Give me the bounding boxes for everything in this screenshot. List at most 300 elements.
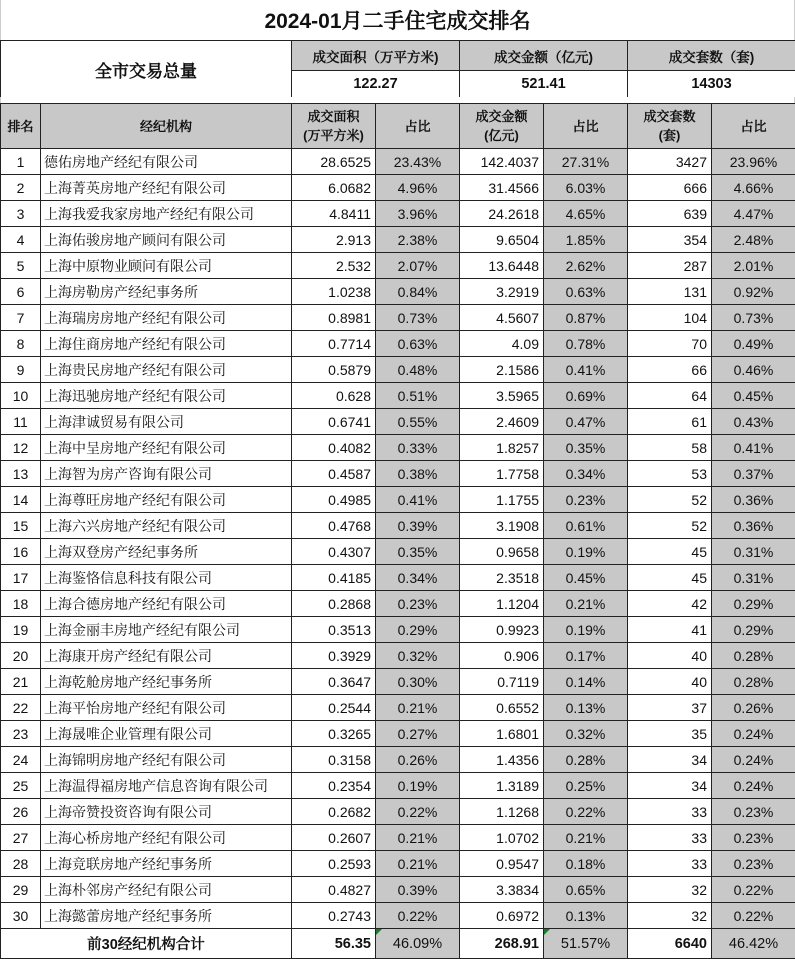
summary-header-amount[interactable]: 成交金额（亿元): [460, 41, 628, 71]
rank-cell[interactable]: 16: [1, 539, 41, 565]
table-row: [1, 695, 795, 721]
area-cell[interactable]: 2.532: [292, 253, 376, 279]
total-amount[interactable]: 268.91: [460, 929, 544, 959]
agency-cell[interactable]: 上海锦明房地产经纪有限公司: [41, 747, 292, 773]
table-row: [1, 227, 795, 253]
header-amount-line1: 成交金额: [475, 109, 527, 124]
summary-header-area[interactable]: 成交面积（万平方米): [292, 41, 460, 71]
agency-cell[interactable]: 上海尊旺房地产经纪有限公司: [41, 487, 292, 513]
area-pct-cell[interactable]: 0.27%: [376, 721, 460, 747]
rank-cell[interactable]: 25: [1, 773, 41, 799]
amount-cell[interactable]: 2.4609: [460, 409, 544, 435]
header-units-line2: (套): [659, 128, 681, 143]
amount-pct-cell[interactable]: 4.65%: [544, 201, 628, 227]
amount-cell[interactable]: 1.1755: [460, 487, 544, 513]
table-row: [1, 461, 795, 487]
area-cell[interactable]: 0.2354: [292, 773, 376, 799]
units-cell[interactable]: 35: [628, 721, 712, 747]
header-rank[interactable]: 排名: [1, 104, 41, 149]
amount-pct-cell[interactable]: 0.22%: [544, 799, 628, 825]
amount-cell[interactable]: 3.5965: [460, 383, 544, 409]
rank-cell[interactable]: 6: [1, 279, 41, 305]
units-pct-cell[interactable]: 0.23%: [712, 825, 795, 851]
agency-cell[interactable]: 上海朴邻房产经纪有限公司: [41, 877, 292, 903]
units-cell[interactable]: 40: [628, 669, 712, 695]
area-cell[interactable]: 28.6525: [292, 149, 376, 175]
agency-cell[interactable]: 上海迅驰房地产经纪有限公司: [41, 383, 292, 409]
units-cell[interactable]: 45: [628, 539, 712, 565]
agency-cell[interactable]: 上海平怡房地产经纪有限公司: [41, 695, 292, 721]
area-pct-cell[interactable]: 0.23%: [376, 591, 460, 617]
table-row: [1, 253, 795, 279]
table-row: [1, 331, 795, 357]
amount-cell[interactable]: 3.1908: [460, 513, 544, 539]
area-pct-cell[interactable]: 23.43%: [376, 149, 460, 175]
units-pct-cell[interactable]: 0.29%: [712, 591, 795, 617]
amount-pct-cell[interactable]: 0.34%: [544, 461, 628, 487]
units-cell[interactable]: 41: [628, 617, 712, 643]
agency-cell[interactable]: 上海菁英房地产经纪有限公司: [41, 175, 292, 201]
units-cell[interactable]: 131: [628, 279, 712, 305]
area-pct-cell[interactable]: 0.48%: [376, 357, 460, 383]
agency-cell[interactable]: 上海乾舱房地产经纪事务所: [41, 669, 292, 695]
amount-pct-cell[interactable]: 0.25%: [544, 773, 628, 799]
units-pct-cell[interactable]: 0.22%: [712, 903, 795, 929]
units-cell[interactable]: 52: [628, 487, 712, 513]
agency-cell[interactable]: 上海六兴房地产经纪有限公司: [41, 513, 292, 539]
amount-pct-cell[interactable]: 0.63%: [544, 279, 628, 305]
agency-cell[interactable]: 上海合德房地产经纪有限公司: [41, 591, 292, 617]
area-cell[interactable]: 4.8411: [292, 201, 376, 227]
table-row: [1, 643, 795, 669]
amount-pct-cell[interactable]: 0.19%: [544, 539, 628, 565]
amount-cell[interactable]: 3.2919: [460, 279, 544, 305]
units-pct-cell[interactable]: 0.46%: [712, 357, 795, 383]
units-cell[interactable]: 61: [628, 409, 712, 435]
rank-cell[interactable]: 3: [1, 201, 41, 227]
amount-cell[interactable]: 2.1586: [460, 357, 544, 383]
units-pct-cell[interactable]: 0.22%: [712, 877, 795, 903]
units-cell[interactable]: 33: [628, 851, 712, 877]
rank-cell[interactable]: 8: [1, 331, 41, 357]
area-cell[interactable]: 6.0682: [292, 175, 376, 201]
header-amount[interactable]: [460, 104, 544, 149]
amount-cell[interactable]: 1.1204: [460, 591, 544, 617]
rank-cell[interactable]: 23: [1, 721, 41, 747]
amount-cell[interactable]: 0.9547: [460, 851, 544, 877]
amount-cell[interactable]: 1.1268: [460, 799, 544, 825]
agency-cell[interactable]: 上海金丽丰房地产经纪有限公司: [41, 617, 292, 643]
agency-cell[interactable]: 上海智为房产咨询有限公司: [41, 461, 292, 487]
error-marker-icon: [544, 929, 550, 935]
units-cell[interactable]: 666: [628, 175, 712, 201]
units-cell[interactable]: 354: [628, 227, 712, 253]
agency-cell[interactable]: 上海瑞房房地产经纪有限公司: [41, 305, 292, 331]
units-pct-cell[interactable]: 0.28%: [712, 643, 795, 669]
total-label[interactable]: 前30经纪机构合计: [1, 929, 292, 959]
amount-pct-cell[interactable]: 0.14%: [544, 669, 628, 695]
agency-cell[interactable]: 上海康开房产经纪有限公司: [41, 643, 292, 669]
units-cell[interactable]: 104: [628, 305, 712, 331]
units-cell[interactable]: 40: [628, 643, 712, 669]
amount-cell[interactable]: 9.6504: [460, 227, 544, 253]
area-pct-cell[interactable]: 0.73%: [376, 305, 460, 331]
units-pct-cell[interactable]: 0.43%: [712, 409, 795, 435]
area-cell[interactable]: 0.4082: [292, 435, 376, 461]
header-area-line2: (万平方米): [303, 128, 364, 143]
amount-cell[interactable]: 2.3518: [460, 565, 544, 591]
agency-cell[interactable]: 上海贵民房地产经纪有限公司: [41, 357, 292, 383]
area-cell[interactable]: 0.2868: [292, 591, 376, 617]
area-cell[interactable]: 1.0238: [292, 279, 376, 305]
units-cell[interactable]: 58: [628, 435, 712, 461]
amount-pct-cell[interactable]: 0.69%: [544, 383, 628, 409]
agency-cell[interactable]: 上海懿蕾房地产经纪事务所: [41, 903, 292, 929]
units-cell[interactable]: 33: [628, 825, 712, 851]
units-pct-cell[interactable]: 0.24%: [712, 747, 795, 773]
rank-cell[interactable]: 12: [1, 435, 41, 461]
area-cell[interactable]: 0.2593: [292, 851, 376, 877]
units-cell[interactable]: 33: [628, 799, 712, 825]
units-pct-cell[interactable]: 0.49%: [712, 331, 795, 357]
table-body: [1, 149, 795, 929]
table-row: [1, 565, 795, 591]
rank-cell[interactable]: 26: [1, 799, 41, 825]
area-cell[interactable]: 0.3158: [292, 747, 376, 773]
page-title[interactable]: 2024-01月二手住宅成交排名: [1, 0, 795, 40]
units-pct-cell[interactable]: 0.28%: [712, 669, 795, 695]
rank-cell[interactable]: 2: [1, 175, 41, 201]
units-pct-cell[interactable]: 0.73%: [712, 305, 795, 331]
total-area-pct[interactable]: [376, 929, 460, 959]
units-pct-cell[interactable]: 0.24%: [712, 721, 795, 747]
amount-pct-cell[interactable]: 0.18%: [544, 851, 628, 877]
amount-pct-cell[interactable]: 2.62%: [544, 253, 628, 279]
area-pct-cell[interactable]: 0.51%: [376, 383, 460, 409]
units-cell[interactable]: 34: [628, 773, 712, 799]
amount-cell[interactable]: 1.4356: [460, 747, 544, 773]
header-agency[interactable]: 经纪机构: [41, 104, 292, 149]
area-cell[interactable]: 0.5879: [292, 357, 376, 383]
units-pct-cell[interactable]: 0.36%: [712, 513, 795, 539]
area-pct-cell[interactable]: 0.29%: [376, 617, 460, 643]
units-pct-cell[interactable]: 0.41%: [712, 435, 795, 461]
rank-cell[interactable]: 11: [1, 409, 41, 435]
area-cell[interactable]: 0.3513: [292, 617, 376, 643]
rank-cell[interactable]: 20: [1, 643, 41, 669]
units-cell[interactable]: 3427: [628, 149, 712, 175]
amount-cell[interactable]: 0.6552: [460, 695, 544, 721]
area-cell[interactable]: 0.8981: [292, 305, 376, 331]
summary-value-units[interactable]: 14303: [628, 71, 795, 98]
units-cell[interactable]: 42: [628, 591, 712, 617]
rank-cell[interactable]: 29: [1, 877, 41, 903]
amount-cell[interactable]: 1.3189: [460, 773, 544, 799]
amount-cell[interactable]: 1.7758: [460, 461, 544, 487]
table-row: [1, 539, 795, 565]
area-pct-cell[interactable]: 0.30%: [376, 669, 460, 695]
amount-pct-cell[interactable]: 0.61%: [544, 513, 628, 539]
area-cell[interactable]: 0.3929: [292, 643, 376, 669]
area-cell[interactable]: 2.913: [292, 227, 376, 253]
amount-cell[interactable]: 0.906: [460, 643, 544, 669]
area-pct-cell[interactable]: 0.55%: [376, 409, 460, 435]
amount-pct-cell[interactable]: 0.21%: [544, 825, 628, 851]
units-cell[interactable]: 287: [628, 253, 712, 279]
area-pct-cell[interactable]: 0.34%: [376, 565, 460, 591]
area-cell[interactable]: 0.7714: [292, 331, 376, 357]
units-pct-cell[interactable]: 23.96%: [712, 149, 795, 175]
amount-cell[interactable]: 0.9923: [460, 617, 544, 643]
table-row: [1, 851, 795, 877]
agency-cell[interactable]: 上海我爱我家房地产经纪有限公司: [41, 201, 292, 227]
units-cell[interactable]: 45: [628, 565, 712, 591]
table-row: [1, 903, 795, 929]
header-amount-pct[interactable]: 占比: [544, 104, 628, 149]
area-pct-cell[interactable]: 0.33%: [376, 435, 460, 461]
area-pct-cell[interactable]: 0.26%: [376, 747, 460, 773]
units-cell[interactable]: 64: [628, 383, 712, 409]
total-units[interactable]: 6640: [628, 929, 712, 959]
units-pct-cell[interactable]: 2.48%: [712, 227, 795, 253]
amount-cell[interactable]: 3.3834: [460, 877, 544, 903]
amount-cell[interactable]: 24.2618: [460, 201, 544, 227]
area-cell[interactable]: 0.3265: [292, 721, 376, 747]
amount-pct-cell[interactable]: 0.13%: [544, 695, 628, 721]
agency-cell[interactable]: 上海温得福房地产信息咨询有限公司: [41, 773, 292, 799]
table-row: [1, 149, 795, 175]
area-pct-cell[interactable]: 2.38%: [376, 227, 460, 253]
rank-cell[interactable]: 9: [1, 357, 41, 383]
units-pct-cell[interactable]: 0.45%: [712, 383, 795, 409]
total-amount-pct-value: 51.57%: [561, 936, 610, 952]
units-cell[interactable]: 52: [628, 513, 712, 539]
amount-cell[interactable]: 0.7119: [460, 669, 544, 695]
area-pct-cell[interactable]: 0.63%: [376, 331, 460, 357]
rank-cell[interactable]: 4: [1, 227, 41, 253]
amount-pct-cell[interactable]: 0.78%: [544, 331, 628, 357]
table-row: [1, 669, 795, 695]
units-pct-cell[interactable]: 2.01%: [712, 253, 795, 279]
rank-cell[interactable]: 5: [1, 253, 41, 279]
city-summary-table: [0, 40, 795, 98]
area-cell[interactable]: 0.4587: [292, 461, 376, 487]
units-pct-cell[interactable]: 0.36%: [712, 487, 795, 513]
rank-cell[interactable]: 14: [1, 487, 41, 513]
area-pct-cell[interactable]: 0.41%: [376, 487, 460, 513]
amount-pct-cell[interactable]: 0.35%: [544, 435, 628, 461]
summary-header-units[interactable]: 成交套数（套): [628, 41, 795, 71]
agency-cell[interactable]: 上海双登房产经纪事务所: [41, 539, 292, 565]
header-units-line1: 成交套数: [643, 109, 695, 124]
area-pct-cell[interactable]: 2.07%: [376, 253, 460, 279]
amount-pct-cell[interactable]: 0.47%: [544, 409, 628, 435]
units-pct-cell[interactable]: 0.31%: [712, 565, 795, 591]
table-row: [1, 201, 795, 227]
amount-pct-cell[interactable]: 0.45%: [544, 565, 628, 591]
area-pct-cell[interactable]: 4.96%: [376, 175, 460, 201]
agency-cell[interactable]: 上海竞联房地产经纪事务所: [41, 851, 292, 877]
units-pct-cell[interactable]: 0.23%: [712, 799, 795, 825]
amount-pct-cell[interactable]: 0.87%: [544, 305, 628, 331]
agency-cell[interactable]: 上海鉴恪信息科技有限公司: [41, 565, 292, 591]
units-pct-cell[interactable]: 0.24%: [712, 773, 795, 799]
summary-value-area[interactable]: 122.27: [292, 71, 460, 98]
amount-cell[interactable]: 0.6972: [460, 903, 544, 929]
units-pct-cell[interactable]: 0.31%: [712, 539, 795, 565]
area-cell[interactable]: 0.3647: [292, 669, 376, 695]
table-row: [1, 747, 795, 773]
area-cell[interactable]: 0.2544: [292, 695, 376, 721]
header-amount-line2: (亿元): [484, 128, 519, 143]
rank-cell[interactable]: 1: [1, 149, 41, 175]
agency-cell[interactable]: 上海中原物业顾问有限公司: [41, 253, 292, 279]
amount-pct-cell[interactable]: 0.19%: [544, 617, 628, 643]
title-table: [0, 0, 795, 41]
units-pct-cell[interactable]: 0.26%: [712, 695, 795, 721]
amount-cell[interactable]: 31.4566: [460, 175, 544, 201]
area-cell[interactable]: 0.4827: [292, 877, 376, 903]
area-cell[interactable]: 0.2607: [292, 825, 376, 851]
area-cell[interactable]: 0.2682: [292, 799, 376, 825]
amount-cell[interactable]: 4.09: [460, 331, 544, 357]
amount-pct-cell[interactable]: 0.17%: [544, 643, 628, 669]
area-cell[interactable]: 0.4768: [292, 513, 376, 539]
agency-cell[interactable]: 上海津诚贸易有限公司: [41, 409, 292, 435]
rank-cell[interactable]: 21: [1, 669, 41, 695]
units-cell[interactable]: 53: [628, 461, 712, 487]
amount-pct-cell[interactable]: 1.85%: [544, 227, 628, 253]
rank-cell[interactable]: 10: [1, 383, 41, 409]
amount-pct-cell[interactable]: 0.32%: [544, 721, 628, 747]
area-cell[interactable]: 0.4307: [292, 539, 376, 565]
area-pct-cell[interactable]: 0.22%: [376, 799, 460, 825]
header-area-line1: 成交面积: [307, 109, 359, 124]
agency-cell[interactable]: 上海佑骏房地产顾问有限公司: [41, 227, 292, 253]
amount-cell[interactable]: 13.6448: [460, 253, 544, 279]
table-row: [1, 357, 795, 383]
rank-cell[interactable]: 7: [1, 305, 41, 331]
units-cell[interactable]: 70: [628, 331, 712, 357]
units-cell[interactable]: 639: [628, 201, 712, 227]
rank-cell[interactable]: 15: [1, 513, 41, 539]
units-pct-cell[interactable]: 0.92%: [712, 279, 795, 305]
amount-cell[interactable]: 4.5607: [460, 305, 544, 331]
amount-pct-cell[interactable]: 0.41%: [544, 357, 628, 383]
table-row: [1, 175, 795, 201]
units-cell[interactable]: 32: [628, 877, 712, 903]
units-cell[interactable]: 34: [628, 747, 712, 773]
amount-pct-cell[interactable]: 27.31%: [544, 149, 628, 175]
summary-value-amount[interactable]: 521.41: [460, 71, 628, 98]
units-pct-cell[interactable]: 0.37%: [712, 461, 795, 487]
rank-cell[interactable]: 18: [1, 591, 41, 617]
total-units-pct[interactable]: 46.42%: [712, 929, 795, 959]
area-pct-cell[interactable]: 0.39%: [376, 877, 460, 903]
table-row: [1, 383, 795, 409]
area-cell[interactable]: 0.4185: [292, 565, 376, 591]
units-cell[interactable]: 66: [628, 357, 712, 383]
header-area[interactable]: [292, 104, 376, 149]
area-cell[interactable]: 0.6741: [292, 409, 376, 435]
area-cell[interactable]: 0.4985: [292, 487, 376, 513]
area-pct-cell[interactable]: 0.39%: [376, 513, 460, 539]
units-pct-cell[interactable]: 0.29%: [712, 617, 795, 643]
area-pct-cell[interactable]: 0.38%: [376, 461, 460, 487]
agency-cell[interactable]: 德佑房地产经纪有限公司: [41, 149, 292, 175]
rank-cell[interactable]: 22: [1, 695, 41, 721]
amount-cell[interactable]: 0.9658: [460, 539, 544, 565]
amount-cell[interactable]: 1.0702: [460, 825, 544, 851]
agency-cell[interactable]: 上海住商房地产经纪有限公司: [41, 331, 292, 357]
rank-cell[interactable]: 28: [1, 851, 41, 877]
amount-cell[interactable]: 142.4037: [460, 149, 544, 175]
rank-cell[interactable]: 27: [1, 825, 41, 851]
area-pct-cell[interactable]: 0.32%: [376, 643, 460, 669]
rank-cell[interactable]: 19: [1, 617, 41, 643]
amount-pct-cell[interactable]: 0.13%: [544, 903, 628, 929]
units-pct-cell[interactable]: 4.66%: [712, 175, 795, 201]
amount-cell[interactable]: 1.8257: [460, 435, 544, 461]
amount-pct-cell[interactable]: 0.65%: [544, 877, 628, 903]
table-row: [1, 487, 795, 513]
table-row: [1, 799, 795, 825]
total-amount-pct[interactable]: [544, 929, 628, 959]
agency-cell[interactable]: 上海房勒房产经纪事务所: [41, 279, 292, 305]
area-cell[interactable]: 0.628: [292, 383, 376, 409]
area-pct-cell[interactable]: 0.84%: [376, 279, 460, 305]
agency-cell[interactable]: 上海中呈房地产经纪有限公司: [41, 435, 292, 461]
rank-cell[interactable]: 13: [1, 461, 41, 487]
agency-cell[interactable]: 上海心桥房地产经纪有限公司: [41, 825, 292, 851]
amount-pct-cell[interactable]: 0.28%: [544, 747, 628, 773]
table-row: [1, 617, 795, 643]
area-pct-cell[interactable]: 0.21%: [376, 825, 460, 851]
header-units-pct[interactable]: 占比: [712, 104, 795, 149]
total-area-pct-value: 46.09%: [393, 936, 442, 952]
area-pct-cell[interactable]: 0.21%: [376, 851, 460, 877]
area-cell[interactable]: 0.2743: [292, 903, 376, 929]
units-cell[interactable]: 37: [628, 695, 712, 721]
area-pct-cell[interactable]: 3.96%: [376, 201, 460, 227]
amount-pct-cell[interactable]: 0.23%: [544, 487, 628, 513]
agency-cell[interactable]: 上海帝赞投资咨询有限公司: [41, 799, 292, 825]
units-pct-cell[interactable]: 4.47%: [712, 201, 795, 227]
area-pct-cell[interactable]: 0.35%: [376, 539, 460, 565]
area-pct-cell[interactable]: 0.19%: [376, 773, 460, 799]
table-row: [1, 305, 795, 331]
table-row: [1, 877, 795, 903]
units-cell[interactable]: 32: [628, 903, 712, 929]
amount-cell[interactable]: 1.6801: [460, 721, 544, 747]
rank-cell[interactable]: 30: [1, 903, 41, 929]
amount-pct-cell[interactable]: 0.21%: [544, 591, 628, 617]
header-units[interactable]: [628, 104, 712, 149]
area-pct-cell[interactable]: 0.21%: [376, 695, 460, 721]
total-area[interactable]: 56.35: [292, 929, 376, 959]
rank-cell[interactable]: 24: [1, 747, 41, 773]
units-pct-cell[interactable]: 0.23%: [712, 851, 795, 877]
table-row: [1, 513, 795, 539]
rank-cell[interactable]: 17: [1, 565, 41, 591]
area-pct-cell[interactable]: 0.22%: [376, 903, 460, 929]
agency-cell[interactable]: 上海晟唯企业管理有限公司: [41, 721, 292, 747]
summary-label[interactable]: 全市交易总量: [1, 41, 292, 98]
table-header-row: [1, 104, 795, 149]
amount-pct-cell[interactable]: 6.03%: [544, 175, 628, 201]
table-row: [1, 279, 795, 305]
header-area-pct[interactable]: 占比: [376, 104, 460, 149]
